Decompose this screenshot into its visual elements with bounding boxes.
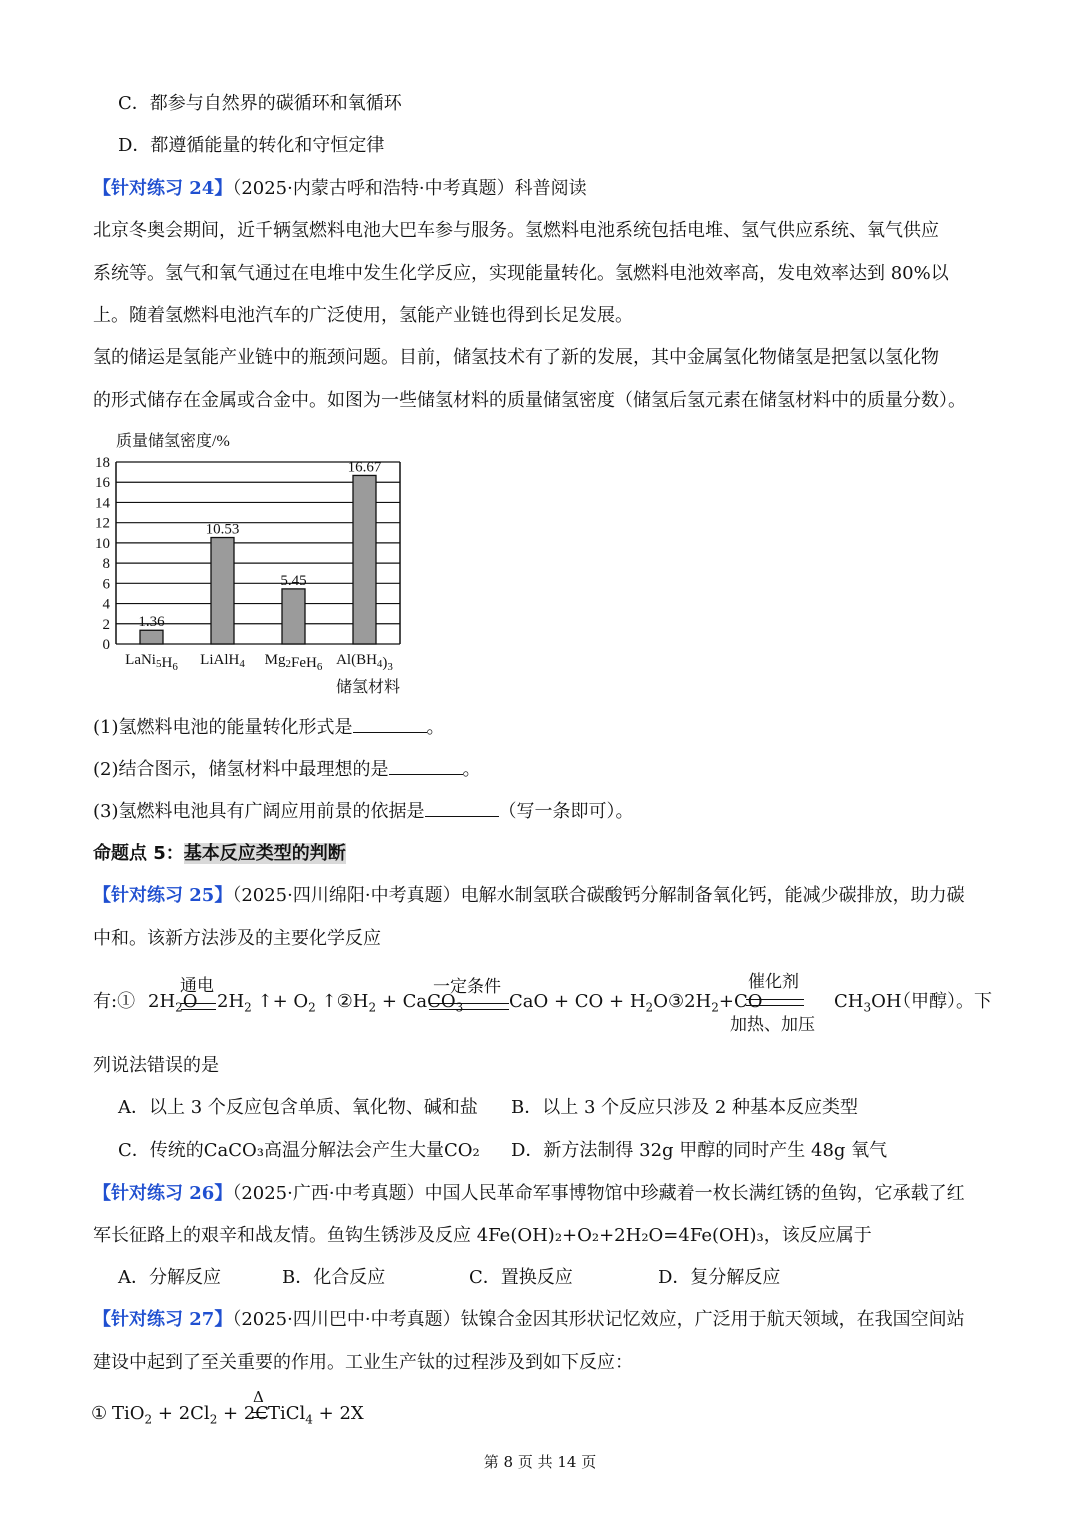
chart-y-tick-label: 0 — [102, 637, 110, 653]
chart-y-tick-label: 8 — [102, 556, 110, 573]
equals-sign — [746, 999, 804, 1006]
equation-prefix: 有:① — [93, 991, 136, 1012]
subquestion-3: (3)氢燃料电池具有广阔应用前景的依据是 （写一条即可）。 — [93, 801, 634, 822]
option-a: A．以上 3 个反应包含单质、氧化物、碱和盐 — [118, 1097, 478, 1118]
paragraph-line: 氢的储运是氢能产业链中的瓶颈问题。目前，储氢技术有了新的发展，其中金属氢化物储氢是把氢以氢化物 — [93, 347, 939, 368]
chart-y-tick-label: 12 — [95, 515, 110, 532]
condition-label: 一定条件 — [433, 977, 501, 997]
answer-blank[interactable] — [389, 758, 463, 775]
hydrogen-storage-bar-chart — [90, 420, 420, 705]
chart-y-tick-label: 10 — [95, 535, 110, 552]
paragraph-line: 建设中起到了至关重要的作用。工业生产钛的过程涉及到如下反应： — [93, 1352, 633, 1373]
equals-sign — [252, 1412, 266, 1418]
paragraph-line: 北京冬奥会期间，近千辆氢燃料电池大巴车参与服务。氢燃料电池系统包括电堆、氢气供应系统、氧气供应 — [93, 220, 939, 241]
chart-bar — [211, 538, 234, 644]
equation-1-products: $2H_2$ ↑+ $O_2$ $↑②H_2$ + CaCO$_3$ — [217, 991, 464, 1015]
question-tag: 【针对练习 26】 — [93, 1183, 233, 1204]
chart-x-axis-label: 储氢材料 — [336, 679, 401, 696]
equation-reactants: $TiO_2 + 2Cl_2 + 2C$ — [112, 1403, 270, 1427]
equation-2-products: CaO + CO + $H_2O③2H_2+CO$ — [509, 991, 763, 1015]
question-27-header: 【针对练习 27】（2025·四川巴中·中考真题）钛镍合金因其形状记忆效应，广泛用于航天领域，在我国空间站 — [93, 1309, 965, 1330]
condition-label: 通电 — [180, 976, 214, 996]
option-c: C．都参与自然界的碳循环和氧循环 — [118, 93, 402, 114]
chart-bar — [282, 589, 305, 644]
condition-label: 加热、加压 — [730, 1015, 815, 1035]
option-d: D．都遵循能量的转化和守恒定律 — [118, 135, 385, 156]
question-source: （2025·内蒙古呼和浩特·中考真题）科普阅读 — [232, 178, 587, 199]
equals-sign — [429, 1003, 509, 1010]
answer-blank[interactable] — [353, 716, 427, 733]
chart-y-tick-label: 6 — [102, 576, 110, 593]
option-b: B．以上 3 个反应只涉及 2 种基本反应类型 — [511, 1097, 859, 1118]
chart-y-tick-label: 2 — [102, 616, 110, 633]
equation-suffix: （甲醇）。下 — [893, 991, 992, 1012]
subquestion-2: (2)结合图示，储氢材料中最理想的是 。 — [93, 759, 481, 780]
question-24-header — [93, 177, 587, 201]
equation-3-product: $CH_3OH$ — [834, 991, 902, 1015]
equals-sign — [181, 1003, 216, 1010]
chart-y-tick-label: 4 — [102, 596, 110, 613]
option-c: C．传统的CaCO₃高温分解法会产生大量CO₂ — [118, 1140, 480, 1161]
chart-data-label: 1.36 — [138, 614, 165, 631]
condition-label: Δ — [253, 1388, 264, 1406]
question-25-header: 【针对练习 25】（2025·四川绵阳·中考真题）电解水制氢联合碳酸钙分解制备氧化钙，能减少碳排放，助力碳 — [93, 885, 965, 906]
chart-data-label: 16.67 — [347, 459, 382, 476]
paragraph-line: 系统等。氢气和氧气通过在电堆中发生化学反应，实现能量转化。氢燃料电池效率高，发电效率达到 80%以 — [93, 263, 949, 284]
question-tag: 【针对练习 24】 — [93, 178, 233, 199]
chart-category-label: $Al(BH_4)_3$ — [336, 652, 393, 673]
chart-bar — [140, 630, 163, 644]
answer-blank[interactable] — [425, 800, 499, 817]
paragraph-line: 军长征路上的艰辛和战友情。鱼钩生锈涉及反应 4Fe(OH)₂+O₂+2H₂O=4Fe(OH)₃，该反应属于 — [93, 1225, 872, 1246]
chart-y-axis-label: 质量储氢密度/% — [116, 433, 230, 450]
option-d: D．复分解反应 — [658, 1267, 781, 1288]
section-title: 基本反应类型的判断 — [183, 843, 346, 864]
paragraph-line: 上。随着氢燃料电池汽车的广泛使用，氢能产业链也得到长足发展。 — [93, 305, 633, 326]
chart-category-label: $Mg_2FeH_6$ — [264, 652, 323, 673]
chart-y-tick-label: 16 — [95, 475, 110, 492]
question-26-header: 【针对练习 26】（2025·广西·中考真题）中国人民革命军事博物馆中珍藏着一枚长满红锈的鱼钩，它承载了红 — [93, 1183, 965, 1204]
paragraph-line: 的形式储存在金属或合金中。如图为一些储氢材料的质量储氢密度（储氢后氢元素在储氢材料中的质量分数）。 — [93, 390, 966, 411]
condition-label: 催化剂 — [748, 972, 799, 992]
option-a: A．分解反应 — [118, 1267, 221, 1288]
option-b: B．化合反应 — [282, 1267, 386, 1288]
equation-prefix: ① — [91, 1403, 108, 1424]
chart-category-label: $LaNi_5H_6$ — [125, 652, 178, 673]
paragraph-line: 列说法错误的是 — [93, 1055, 219, 1076]
page-footer: 第 8 页 共 14 页 — [483, 1453, 597, 1471]
chart-category-label: LiAlH$_4$ — [200, 652, 245, 670]
paragraph-line: 中和。该新方法涉及的主要化学反应 — [93, 928, 381, 949]
question-tag: 【针对练习 27】 — [93, 1309, 233, 1330]
chart-bar — [353, 475, 376, 644]
chart-data-label: 5.45 — [280, 572, 307, 589]
equation-products: TiCl$_4$ + 2X — [268, 1403, 364, 1427]
chart-y-tick-label: 14 — [95, 495, 110, 512]
question-tag: 【针对练习 25】 — [93, 885, 233, 906]
option-d: D．新方法制得 32g 甲醇的同时产生 48g 氧气 — [511, 1140, 888, 1161]
section-heading: 命题点 5：基本反应类型的判断 — [93, 843, 346, 864]
equation-1-reactant: $2H_2O$ — [148, 991, 198, 1015]
chart-y-tick-label: 18 — [95, 455, 110, 471]
option-c: C．置换反应 — [469, 1267, 573, 1288]
chart-data-label: 10.53 — [205, 521, 240, 538]
subquestion-1: (1)氢燃料电池的能量转化形式是 。 — [93, 717, 445, 738]
